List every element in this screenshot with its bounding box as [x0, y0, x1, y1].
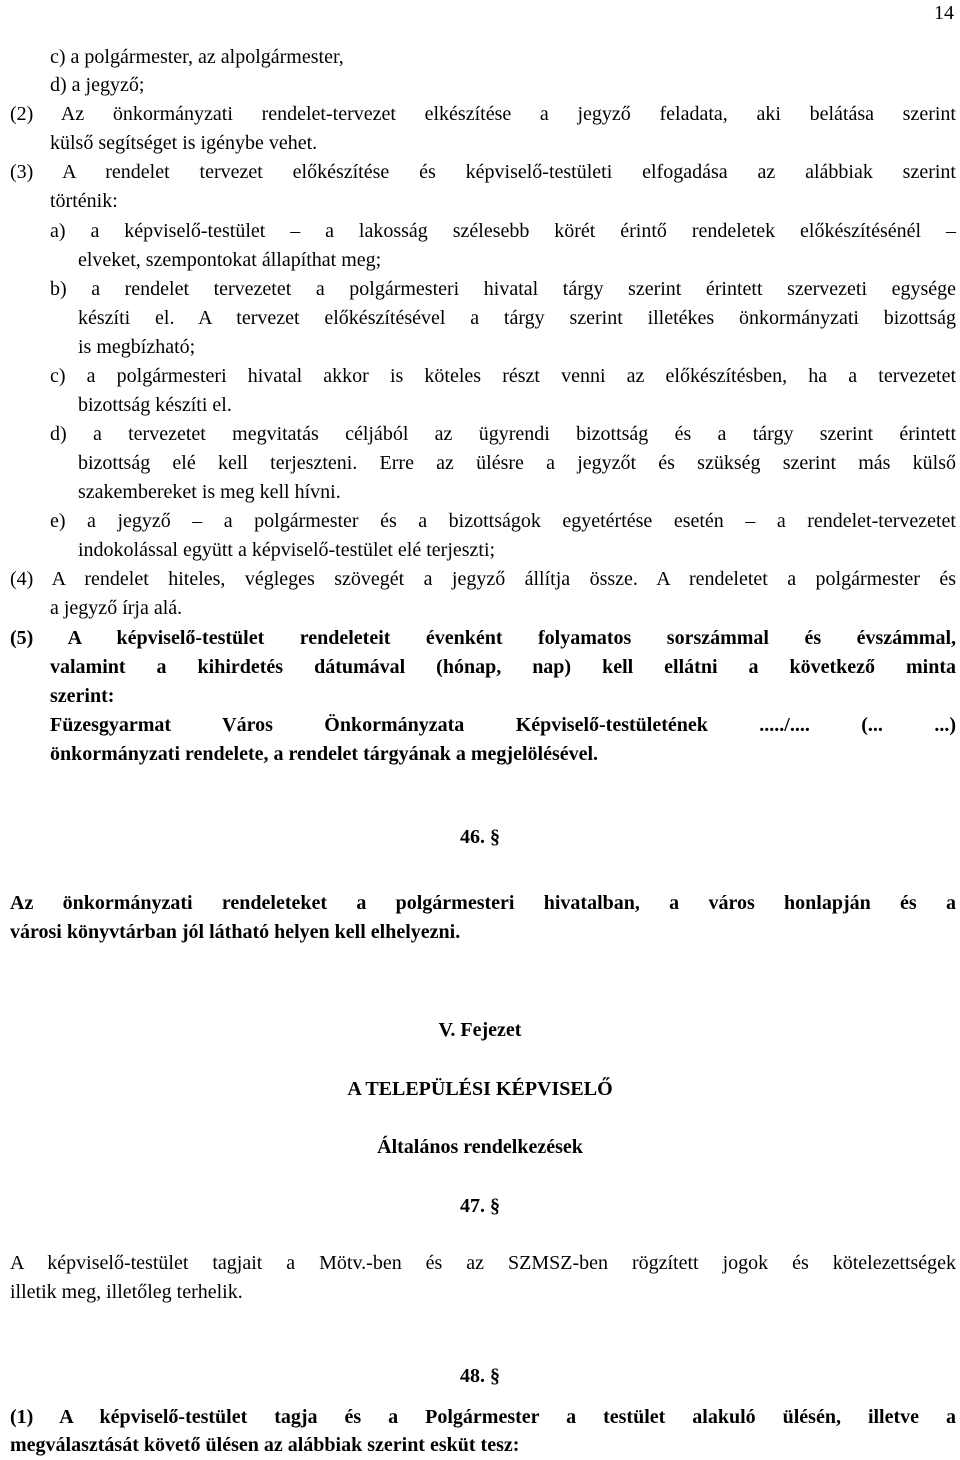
- chapter-subtitle: Általános rendelkezések: [377, 1136, 583, 1158]
- paragraph-5-line-5: önkormányzati rendelete, a rendelet tárgyának a megjelölésével.: [50, 743, 599, 765]
- paragraph-3-line-1: (3) A rendelet tervezet előkészítése és képviselő-testületi elfogadása az alábbiak szerint: [10, 161, 956, 183]
- item-c-line-1: c) a polgármesteri hivatal akkor is köteles részt venni az előkészítésben, ha a tervezetet: [50, 365, 956, 387]
- item-b-line-2: készíti el. A tervezet előkészítésével a tárgy szerint illetékes önkormányzati bizottság: [78, 307, 956, 329]
- paragraph-2-line-2: külső segítséget is igénybe vehet.: [50, 132, 318, 154]
- item-a-line-2: elveket, szempontokat állapíthat meg;: [78, 249, 382, 271]
- item-a-line-1: a) a képviselő-testület – a lakosság szélesebb körét érintő rendeletek előkészítésénél –: [50, 220, 956, 242]
- section-48-heading: 48. §: [460, 1365, 500, 1387]
- section-46-heading: 46. §: [460, 826, 500, 848]
- item-d-line-1: d) a tervezetet megvitatás céljából az ügyrendi bizottság és a tárgy szerint érintett: [50, 423, 956, 445]
- paragraph-4-line-1: (4) A rendelet hiteles, végleges szövegét a jegyző állítja össze. A rendeletet a polgármester és: [10, 568, 956, 590]
- section-48-line-1: (1) A képviselő-testület tagja és a Polgármester a testület alakuló ülésén, illetve a: [10, 1406, 956, 1428]
- item-b-line-3: is megbízható;: [78, 336, 196, 358]
- item-d-line-2: bizottság elé kell terjeszteni. Erre az ülésre a jegyzőt és szükség szerint más külső: [78, 452, 956, 474]
- item-d-line-3: szakembereket is meg kell hívni.: [78, 481, 341, 503]
- section-47-line-2: illetik meg, illetőleg terhelik.: [10, 1281, 243, 1303]
- chapter-number: V. Fejezet: [438, 1019, 522, 1041]
- section-46-line-2: városi könyvtárban jól látható helyen kell elhelyezni.: [10, 921, 461, 943]
- section-47-heading: 47. §: [460, 1195, 500, 1217]
- item-b-line-1: b) a rendelet tervezetet a polgármesteri hivatal tárgy szerint érintett szervezeti egysége: [50, 278, 956, 300]
- section-46-line-1: Az önkormányzati rendeleteket a polgármesteri hivatalban, a város honlapján és a: [10, 892, 956, 914]
- paragraph-5-line-2: valamint a kihirdetés dátumával (hónap, nap) kell ellátni a következő minta: [50, 656, 956, 678]
- item-e-line-2: indokolással együtt a képviselő-testület elé terjeszti;: [78, 539, 496, 561]
- section-48-line-2: megválasztását követő ülésen az alábbiak szerint esküt tesz:: [10, 1434, 520, 1456]
- page-number: 14: [934, 2, 954, 24]
- paragraph-5-line-4: Füzesgyarmat Város Önkormányzata Képviselő-testületének ...../.... (... ...): [50, 714, 956, 736]
- paragraph-3-line-2: történik:: [50, 190, 118, 212]
- item-e-line-1: e) a jegyző – a polgármester és a bizottságok egyetértése esetén – a rendelet-tervezetet: [50, 510, 956, 532]
- chapter-title: A TELEPÜLÉSI KÉPVISELŐ: [347, 1078, 613, 1100]
- paragraph-2-line-1: (2) Az önkormányzati rendelet-tervezet elkészítése a jegyző feladata, aki belátása szerint: [10, 103, 956, 125]
- list-item-d: d) a jegyző;: [50, 74, 145, 96]
- section-47-line-1: A képviselő-testület tagjait a Mötv.-ben és az SZMSZ-ben rögzített jogok és kötelezettségek: [10, 1252, 956, 1274]
- paragraph-5-line-1: (5) A képviselő-testület rendeleteit évenként folyamatos sorszámmal és évszámmal,: [10, 627, 956, 649]
- item-c-line-2: bizottság készíti el.: [78, 394, 232, 416]
- list-item-c: c) a polgármester, az alpolgármester,: [50, 46, 344, 68]
- paragraph-4-line-2: a jegyző írja alá.: [50, 597, 183, 619]
- paragraph-5-line-3: szerint:: [50, 685, 115, 707]
